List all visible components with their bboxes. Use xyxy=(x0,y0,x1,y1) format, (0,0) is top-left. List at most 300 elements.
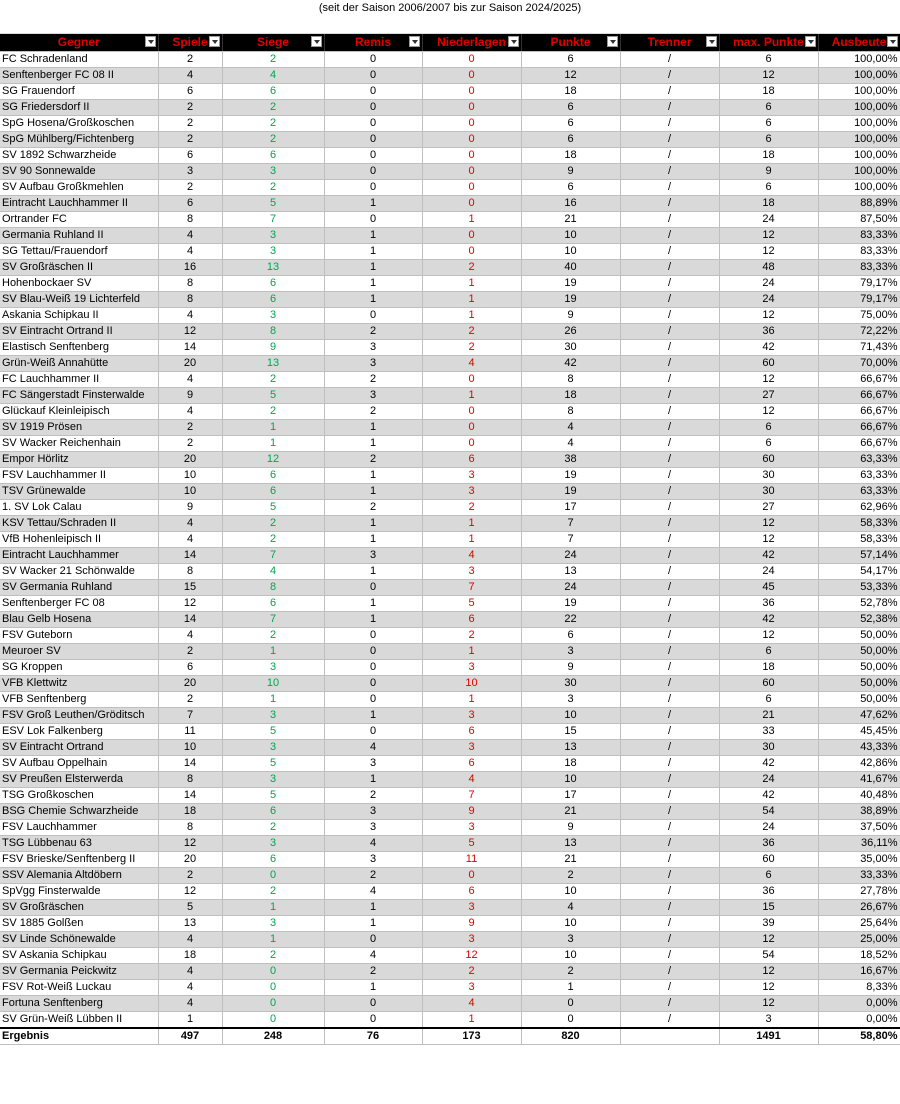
cell-yield: 79,17% xyxy=(818,275,900,291)
cell-yield: 45,45% xyxy=(818,723,900,739)
table-row xyxy=(0,435,900,451)
cell-games: 4 xyxy=(158,531,222,547)
filter-dropdown-icon[interactable] xyxy=(145,36,156,47)
cell-max-points: 42 xyxy=(719,755,818,771)
cell-losses: 1 xyxy=(422,291,521,307)
cell-points: 7 xyxy=(521,531,620,547)
cell-opponent: FSV Lauchhammer xyxy=(0,819,158,835)
cell-separator: / xyxy=(620,611,719,627)
cell-yield: 100,00% xyxy=(818,51,900,67)
cell-losses: 4 xyxy=(422,547,521,563)
header-max-points[interactable]: max. Punkte xyxy=(719,34,818,51)
cell-games: 6 xyxy=(158,83,222,99)
cell-draws: 3 xyxy=(324,803,422,819)
cell-max-points: 18 xyxy=(719,195,818,211)
table-row xyxy=(0,563,900,579)
cell-games: 4 xyxy=(158,979,222,995)
cell-yield: 16,67% xyxy=(818,963,900,979)
cell-games: 13 xyxy=(158,915,222,931)
cell-draws: 1 xyxy=(324,227,422,243)
cell-losses: 1 xyxy=(422,275,521,291)
cell-max-points: 45 xyxy=(719,579,818,595)
cell-games: 12 xyxy=(158,595,222,611)
cell-max-points: 6 xyxy=(719,51,818,67)
cell-draws: 1 xyxy=(324,195,422,211)
cell-max-points: 27 xyxy=(719,387,818,403)
cell-losses: 10 xyxy=(422,675,521,691)
table-row xyxy=(0,51,900,67)
table-row xyxy=(0,1011,900,1028)
cell-separator: / xyxy=(620,547,719,563)
cell-separator: / xyxy=(620,467,719,483)
cell-points: 18 xyxy=(521,755,620,771)
cell-games: 6 xyxy=(158,147,222,163)
cell-points: 16 xyxy=(521,195,620,211)
cell-losses: 3 xyxy=(422,819,521,835)
cell-draws: 1 xyxy=(324,243,422,259)
cell-games: 20 xyxy=(158,451,222,467)
cell-draws: 4 xyxy=(324,835,422,851)
cell-separator: / xyxy=(620,355,719,371)
cell-opponent: VFB Klettwitz xyxy=(0,675,158,691)
cell-opponent: SG Friedersdorf II xyxy=(0,99,158,115)
cell-yield: 66,67% xyxy=(818,419,900,435)
cell-max-points: 12 xyxy=(719,227,818,243)
cell-games: 14 xyxy=(158,547,222,563)
cell-losses: 1 xyxy=(422,387,521,403)
cell-games: 4 xyxy=(158,243,222,259)
cell-separator: / xyxy=(620,451,719,467)
table-row xyxy=(0,163,900,179)
filter-dropdown-icon[interactable] xyxy=(706,36,717,47)
cell-max-points: 39 xyxy=(719,915,818,931)
cell-draws: 3 xyxy=(324,339,422,355)
cell-max-points: 12 xyxy=(719,371,818,387)
cell-wins: 1 xyxy=(222,691,324,707)
header-draws[interactable]: Remis xyxy=(324,34,422,51)
cell-wins: 3 xyxy=(222,771,324,787)
cell-points: 22 xyxy=(521,611,620,627)
cell-games: 14 xyxy=(158,755,222,771)
cell-yield: 88,89% xyxy=(818,195,900,211)
cell-points: 6 xyxy=(521,179,620,195)
cell-games: 6 xyxy=(158,195,222,211)
table-row xyxy=(0,675,900,691)
cell-max-points: 6 xyxy=(719,691,818,707)
cell-max-points: 6 xyxy=(719,115,818,131)
cell-yield: 66,67% xyxy=(818,387,900,403)
cell-max-points: 42 xyxy=(719,339,818,355)
filter-dropdown-icon[interactable] xyxy=(805,36,816,47)
cell-separator: / xyxy=(620,867,719,883)
cell-opponent: Meuroer SV xyxy=(0,643,158,659)
cell-losses: 0 xyxy=(422,115,521,131)
cell-separator: / xyxy=(620,627,719,643)
cell-opponent: SV 1892 Schwarzheide xyxy=(0,147,158,163)
cell-max-points: 6 xyxy=(719,179,818,195)
cell-draws: 1 xyxy=(324,707,422,723)
cell-max-points: 12 xyxy=(719,531,818,547)
cell-separator: / xyxy=(620,339,719,355)
cell-draws: 0 xyxy=(324,659,422,675)
cell-yield: 58,33% xyxy=(818,515,900,531)
table-row xyxy=(0,211,900,227)
cell-losses: 1 xyxy=(422,531,521,547)
cell-opponent: SV Wacker 21 Schönwalde xyxy=(0,563,158,579)
cell-draws: 3 xyxy=(324,819,422,835)
cell-losses: 0 xyxy=(422,147,521,163)
cell-opponent: Blau Gelb Hosena xyxy=(0,611,158,627)
cell-opponent: TSG Lübbenau 63 xyxy=(0,835,158,851)
cell-wins: 4 xyxy=(222,67,324,83)
cell-wins: 3 xyxy=(222,227,324,243)
cell-yield: 62,96% xyxy=(818,499,900,515)
cell-yield: 63,33% xyxy=(818,483,900,499)
sort-dropdown-icon[interactable] xyxy=(887,36,898,47)
cell-separator: / xyxy=(620,643,719,659)
table-row xyxy=(0,483,900,499)
cell-opponent: Askania Schipkau II xyxy=(0,307,158,323)
cell-games: 9 xyxy=(158,499,222,515)
cell-wins: 12 xyxy=(222,451,324,467)
cell-losses: 11 xyxy=(422,851,521,867)
cell-points: 7 xyxy=(521,515,620,531)
cell-games: 2 xyxy=(158,131,222,147)
cell-separator: / xyxy=(620,307,719,323)
cell-losses: 2 xyxy=(422,339,521,355)
cell-separator: / xyxy=(620,419,719,435)
cell-games: 9 xyxy=(158,387,222,403)
cell-points: 3 xyxy=(521,931,620,947)
cell-points: 42 xyxy=(521,355,620,371)
cell-yield: 70,00% xyxy=(818,355,900,371)
cell-wins: 1 xyxy=(222,643,324,659)
cell-yield: 87,50% xyxy=(818,211,900,227)
table-row xyxy=(0,259,900,275)
total-label: Ergebnis xyxy=(0,1028,158,1045)
cell-draws: 0 xyxy=(324,83,422,99)
cell-draws: 1 xyxy=(324,419,422,435)
cell-games: 8 xyxy=(158,771,222,787)
cell-yield: 57,14% xyxy=(818,547,900,563)
cell-points: 1 xyxy=(521,979,620,995)
cell-opponent: Eintracht Lauchhammer xyxy=(0,547,158,563)
cell-separator: / xyxy=(620,83,719,99)
cell-max-points: 60 xyxy=(719,355,818,371)
cell-losses: 1 xyxy=(422,1011,521,1028)
cell-losses: 1 xyxy=(422,691,521,707)
cell-points: 10 xyxy=(521,771,620,787)
filter-dropdown-icon[interactable] xyxy=(209,36,220,47)
table-row xyxy=(0,787,900,803)
cell-games: 12 xyxy=(158,883,222,899)
cell-losses: 3 xyxy=(422,563,521,579)
results-table xyxy=(0,34,900,1045)
table-row xyxy=(0,115,900,131)
table-row xyxy=(0,803,900,819)
cell-max-points: 24 xyxy=(719,771,818,787)
cell-wins: 3 xyxy=(222,163,324,179)
table-row xyxy=(0,403,900,419)
total-losses: 173 xyxy=(422,1028,521,1045)
cell-yield: 79,17% xyxy=(818,291,900,307)
filter-dropdown-icon[interactable] xyxy=(311,36,322,47)
cell-losses: 0 xyxy=(422,243,521,259)
cell-max-points: 12 xyxy=(719,931,818,947)
cell-yield: 47,62% xyxy=(818,707,900,723)
cell-separator: / xyxy=(620,51,719,67)
header-row xyxy=(0,34,900,51)
cell-yield: 83,33% xyxy=(818,227,900,243)
cell-draws: 0 xyxy=(324,579,422,595)
cell-draws: 0 xyxy=(324,643,422,659)
cell-points: 8 xyxy=(521,371,620,387)
cell-games: 11 xyxy=(158,723,222,739)
cell-losses: 9 xyxy=(422,915,521,931)
cell-losses: 0 xyxy=(422,51,521,67)
cell-games: 2 xyxy=(158,419,222,435)
cell-yield: 0,00% xyxy=(818,1011,900,1028)
cell-yield: 52,38% xyxy=(818,611,900,627)
cell-games: 8 xyxy=(158,819,222,835)
cell-max-points: 36 xyxy=(719,835,818,851)
cell-opponent: Fortuna Senftenberg xyxy=(0,995,158,1011)
cell-draws: 0 xyxy=(324,723,422,739)
cell-points: 6 xyxy=(521,131,620,147)
cell-yield: 38,89% xyxy=(818,803,900,819)
header-games[interactable]: Spiele xyxy=(158,34,222,51)
cell-wins: 2 xyxy=(222,627,324,643)
cell-wins: 2 xyxy=(222,883,324,899)
cell-points: 10 xyxy=(521,947,620,963)
cell-games: 10 xyxy=(158,483,222,499)
cell-losses: 0 xyxy=(422,67,521,83)
cell-losses: 2 xyxy=(422,963,521,979)
table-row xyxy=(0,771,900,787)
cell-yield: 50,00% xyxy=(818,659,900,675)
cell-yield: 58,33% xyxy=(818,531,900,547)
cell-max-points: 42 xyxy=(719,611,818,627)
cell-max-points: 12 xyxy=(719,979,818,995)
cell-yield: 100,00% xyxy=(818,83,900,99)
cell-opponent: Germania Ruhland II xyxy=(0,227,158,243)
cell-losses: 2 xyxy=(422,259,521,275)
cell-max-points: 12 xyxy=(719,963,818,979)
cell-yield: 50,00% xyxy=(818,691,900,707)
table-row xyxy=(0,947,900,963)
header-wins[interactable]: Siege xyxy=(222,34,324,51)
cell-draws: 1 xyxy=(324,531,422,547)
cell-opponent: Eintracht Lauchhammer II xyxy=(0,195,158,211)
total-games: 497 xyxy=(158,1028,222,1045)
cell-separator: / xyxy=(620,579,719,595)
cell-separator: / xyxy=(620,179,719,195)
cell-separator: / xyxy=(620,115,719,131)
cell-wins: 5 xyxy=(222,787,324,803)
cell-draws: 1 xyxy=(324,467,422,483)
cell-wins: 6 xyxy=(222,467,324,483)
cell-points: 30 xyxy=(521,675,620,691)
cell-separator: / xyxy=(620,259,719,275)
cell-points: 17 xyxy=(521,499,620,515)
cell-opponent: SG Frauendorf xyxy=(0,83,158,99)
cell-wins: 2 xyxy=(222,371,324,387)
cell-max-points: 12 xyxy=(719,243,818,259)
cell-draws: 4 xyxy=(324,739,422,755)
cell-points: 9 xyxy=(521,163,620,179)
cell-points: 10 xyxy=(521,915,620,931)
cell-draws: 1 xyxy=(324,563,422,579)
table-row xyxy=(0,355,900,371)
table-row xyxy=(0,595,900,611)
filter-dropdown-icon[interactable] xyxy=(409,36,420,47)
cell-games: 10 xyxy=(158,739,222,755)
cell-points: 10 xyxy=(521,707,620,723)
cell-points: 18 xyxy=(521,387,620,403)
cell-max-points: 27 xyxy=(719,499,818,515)
cell-points: 4 xyxy=(521,419,620,435)
table-row xyxy=(0,387,900,403)
table-row xyxy=(0,659,900,675)
cell-opponent: SV Aufbau Oppelhain xyxy=(0,755,158,771)
cell-opponent: Glückauf Kleinleipisch xyxy=(0,403,158,419)
cell-max-points: 30 xyxy=(719,739,818,755)
cell-points: 40 xyxy=(521,259,620,275)
cell-opponent: 1. SV Lok Calau xyxy=(0,499,158,515)
cell-yield: 8,33% xyxy=(818,979,900,995)
cell-losses: 3 xyxy=(422,739,521,755)
cell-points: 18 xyxy=(521,83,620,99)
cell-points: 0 xyxy=(521,995,620,1011)
cell-games: 1 xyxy=(158,1011,222,1028)
cell-points: 4 xyxy=(521,899,620,915)
table-row xyxy=(0,419,900,435)
cell-separator: / xyxy=(620,835,719,851)
cell-games: 8 xyxy=(158,211,222,227)
cell-games: 2 xyxy=(158,179,222,195)
cell-wins: 5 xyxy=(222,387,324,403)
cell-losses: 1 xyxy=(422,211,521,227)
cell-max-points: 12 xyxy=(719,627,818,643)
cell-opponent: SV 1919 Prösen xyxy=(0,419,158,435)
cell-losses: 6 xyxy=(422,611,521,627)
cell-draws: 0 xyxy=(324,931,422,947)
cell-separator: / xyxy=(620,595,719,611)
cell-draws: 2 xyxy=(324,323,422,339)
cell-opponent: Grün-Weiß Annahütte xyxy=(0,355,158,371)
cell-wins: 3 xyxy=(222,915,324,931)
table-row xyxy=(0,83,900,99)
cell-separator: / xyxy=(620,723,719,739)
cell-draws: 2 xyxy=(324,403,422,419)
cell-separator: / xyxy=(620,291,719,307)
cell-max-points: 18 xyxy=(719,83,818,99)
cell-separator: / xyxy=(620,211,719,227)
cell-wins: 0 xyxy=(222,963,324,979)
cell-points: 0 xyxy=(521,1011,620,1028)
total-points: 820 xyxy=(521,1028,620,1045)
cell-draws: 2 xyxy=(324,787,422,803)
cell-wins: 8 xyxy=(222,323,324,339)
cell-draws: 0 xyxy=(324,131,422,147)
cell-opponent: TSG Großkoschen xyxy=(0,787,158,803)
table-caption xyxy=(0,0,900,17)
table-row xyxy=(0,227,900,243)
filter-dropdown-icon[interactable] xyxy=(508,36,519,47)
cell-points: 18 xyxy=(521,147,620,163)
cell-max-points: 36 xyxy=(719,595,818,611)
cell-draws: 0 xyxy=(324,307,422,323)
total-max-points: 1491 xyxy=(719,1028,818,1045)
cell-opponent: FC Lauchhammer II xyxy=(0,371,158,387)
cell-games: 20 xyxy=(158,851,222,867)
cell-wins: 2 xyxy=(222,819,324,835)
cell-draws: 0 xyxy=(324,691,422,707)
filter-dropdown-icon[interactable] xyxy=(607,36,618,47)
cell-draws: 4 xyxy=(324,883,422,899)
cell-opponent: SV Großräschen II xyxy=(0,259,158,275)
cell-opponent: TSV Grünewalde xyxy=(0,483,158,499)
cell-wins: 2 xyxy=(222,403,324,419)
cell-losses: 3 xyxy=(422,931,521,947)
header-losses[interactable]: Niederlagen xyxy=(422,34,521,51)
cell-losses: 7 xyxy=(422,787,521,803)
cell-wins: 7 xyxy=(222,611,324,627)
cell-separator: / xyxy=(620,163,719,179)
cell-max-points: 6 xyxy=(719,867,818,883)
cell-draws: 2 xyxy=(324,371,422,387)
table-row xyxy=(0,867,900,883)
table-row xyxy=(0,899,900,915)
cell-yield: 63,33% xyxy=(818,451,900,467)
cell-points: 19 xyxy=(521,483,620,499)
cell-separator: / xyxy=(620,883,719,899)
cell-yield: 100,00% xyxy=(818,179,900,195)
cell-games: 6 xyxy=(158,659,222,675)
header-opponent[interactable]: Gegner xyxy=(0,34,158,51)
cell-games: 4 xyxy=(158,371,222,387)
cell-losses: 6 xyxy=(422,755,521,771)
cell-opponent: KSV Tettau/Schraden II xyxy=(0,515,158,531)
cell-max-points: 6 xyxy=(719,419,818,435)
header-points[interactable]: Punkte xyxy=(521,34,620,51)
cell-separator: / xyxy=(620,403,719,419)
cell-games: 4 xyxy=(158,931,222,947)
cell-games: 2 xyxy=(158,867,222,883)
table-row xyxy=(0,467,900,483)
cell-opponent: FSV Groß Leuthen/Gröditsch xyxy=(0,707,158,723)
cell-max-points: 3 xyxy=(719,1011,818,1028)
cell-separator: / xyxy=(620,979,719,995)
cell-separator: / xyxy=(620,675,719,691)
table-row xyxy=(0,883,900,899)
table-row xyxy=(0,451,900,467)
cell-draws: 0 xyxy=(324,51,422,67)
header-separator[interactable]: Trenner xyxy=(620,34,719,51)
cell-separator: / xyxy=(620,147,719,163)
header-yield[interactable]: Ausbeute xyxy=(818,34,900,51)
cell-yield: 0,00% xyxy=(818,995,900,1011)
cell-draws: 1 xyxy=(324,483,422,499)
cell-max-points: 24 xyxy=(719,563,818,579)
cell-separator: / xyxy=(620,131,719,147)
cell-separator: / xyxy=(620,691,719,707)
cell-opponent: SV 90 Sonnewalde xyxy=(0,163,158,179)
cell-wins: 3 xyxy=(222,707,324,723)
cell-opponent: SV Aufbau Großkmehlen xyxy=(0,179,158,195)
cell-games: 4 xyxy=(158,227,222,243)
cell-opponent: SV Eintracht Ortrand xyxy=(0,739,158,755)
